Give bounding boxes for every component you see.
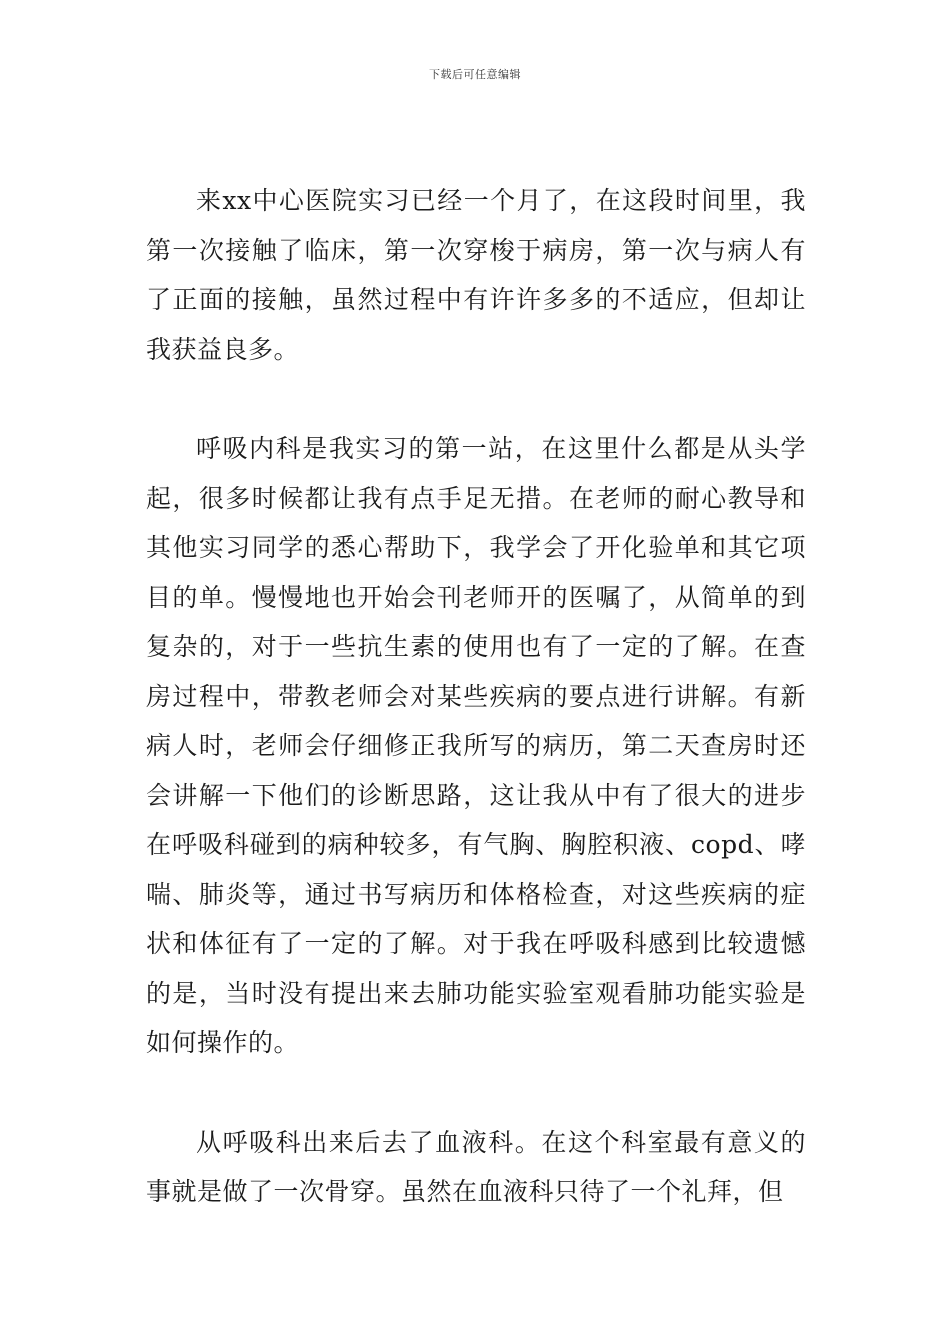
paragraph-3: 从呼吸科出来后去了血液科。在这个科室最有意义的事就是做了一次骨穿。虽然在血液科只待了一个礼拜，但 [146,1127,806,1206]
paragraph-1: 来xx中心医院实习已经一个月了，在这段时间里，我第一次接触了临床，第一次穿梭于病房，第一次与病人有了正面的接触，虽然过程中有许许多多的不适应，但却让我获益良多。 [146,186,806,364]
page-header: 下载后可任意编辑 [429,68,521,81]
document-body [146,176,806,1217]
paragraph-2: 呼吸内科是我实习的第一站，在这里什么都是从头学起，很多时候都让我有点手足无措。在老师的耐心教导和其他实习同学的悉心帮助下，我学会了开化验单和其它项目的单。慢慢地也开始会刊老师开的医嘱了，从简单的到复杂的，对于一些抗生素的使用也有了一定的了解。在查房过程中，带教老师会对某些疾病的要点进行讲解。有新病人时，老师会仔细修正我所写的病历，第二天查房时还会讲解一下他们的诊断思路，这让我从中有了很大的进步在呼吸科碰到的病种较多，有气胸、胸腔积液、copd、哮喘、肺炎等，通过书写病历和体格检查，对这些疾病的症状和体征有了一定的了解。对于我在呼吸科感到比较遗憾的是，当时没有提出来去肺功能实验室观看肺功能实验是如何操作的。 [146,434,806,1057]
